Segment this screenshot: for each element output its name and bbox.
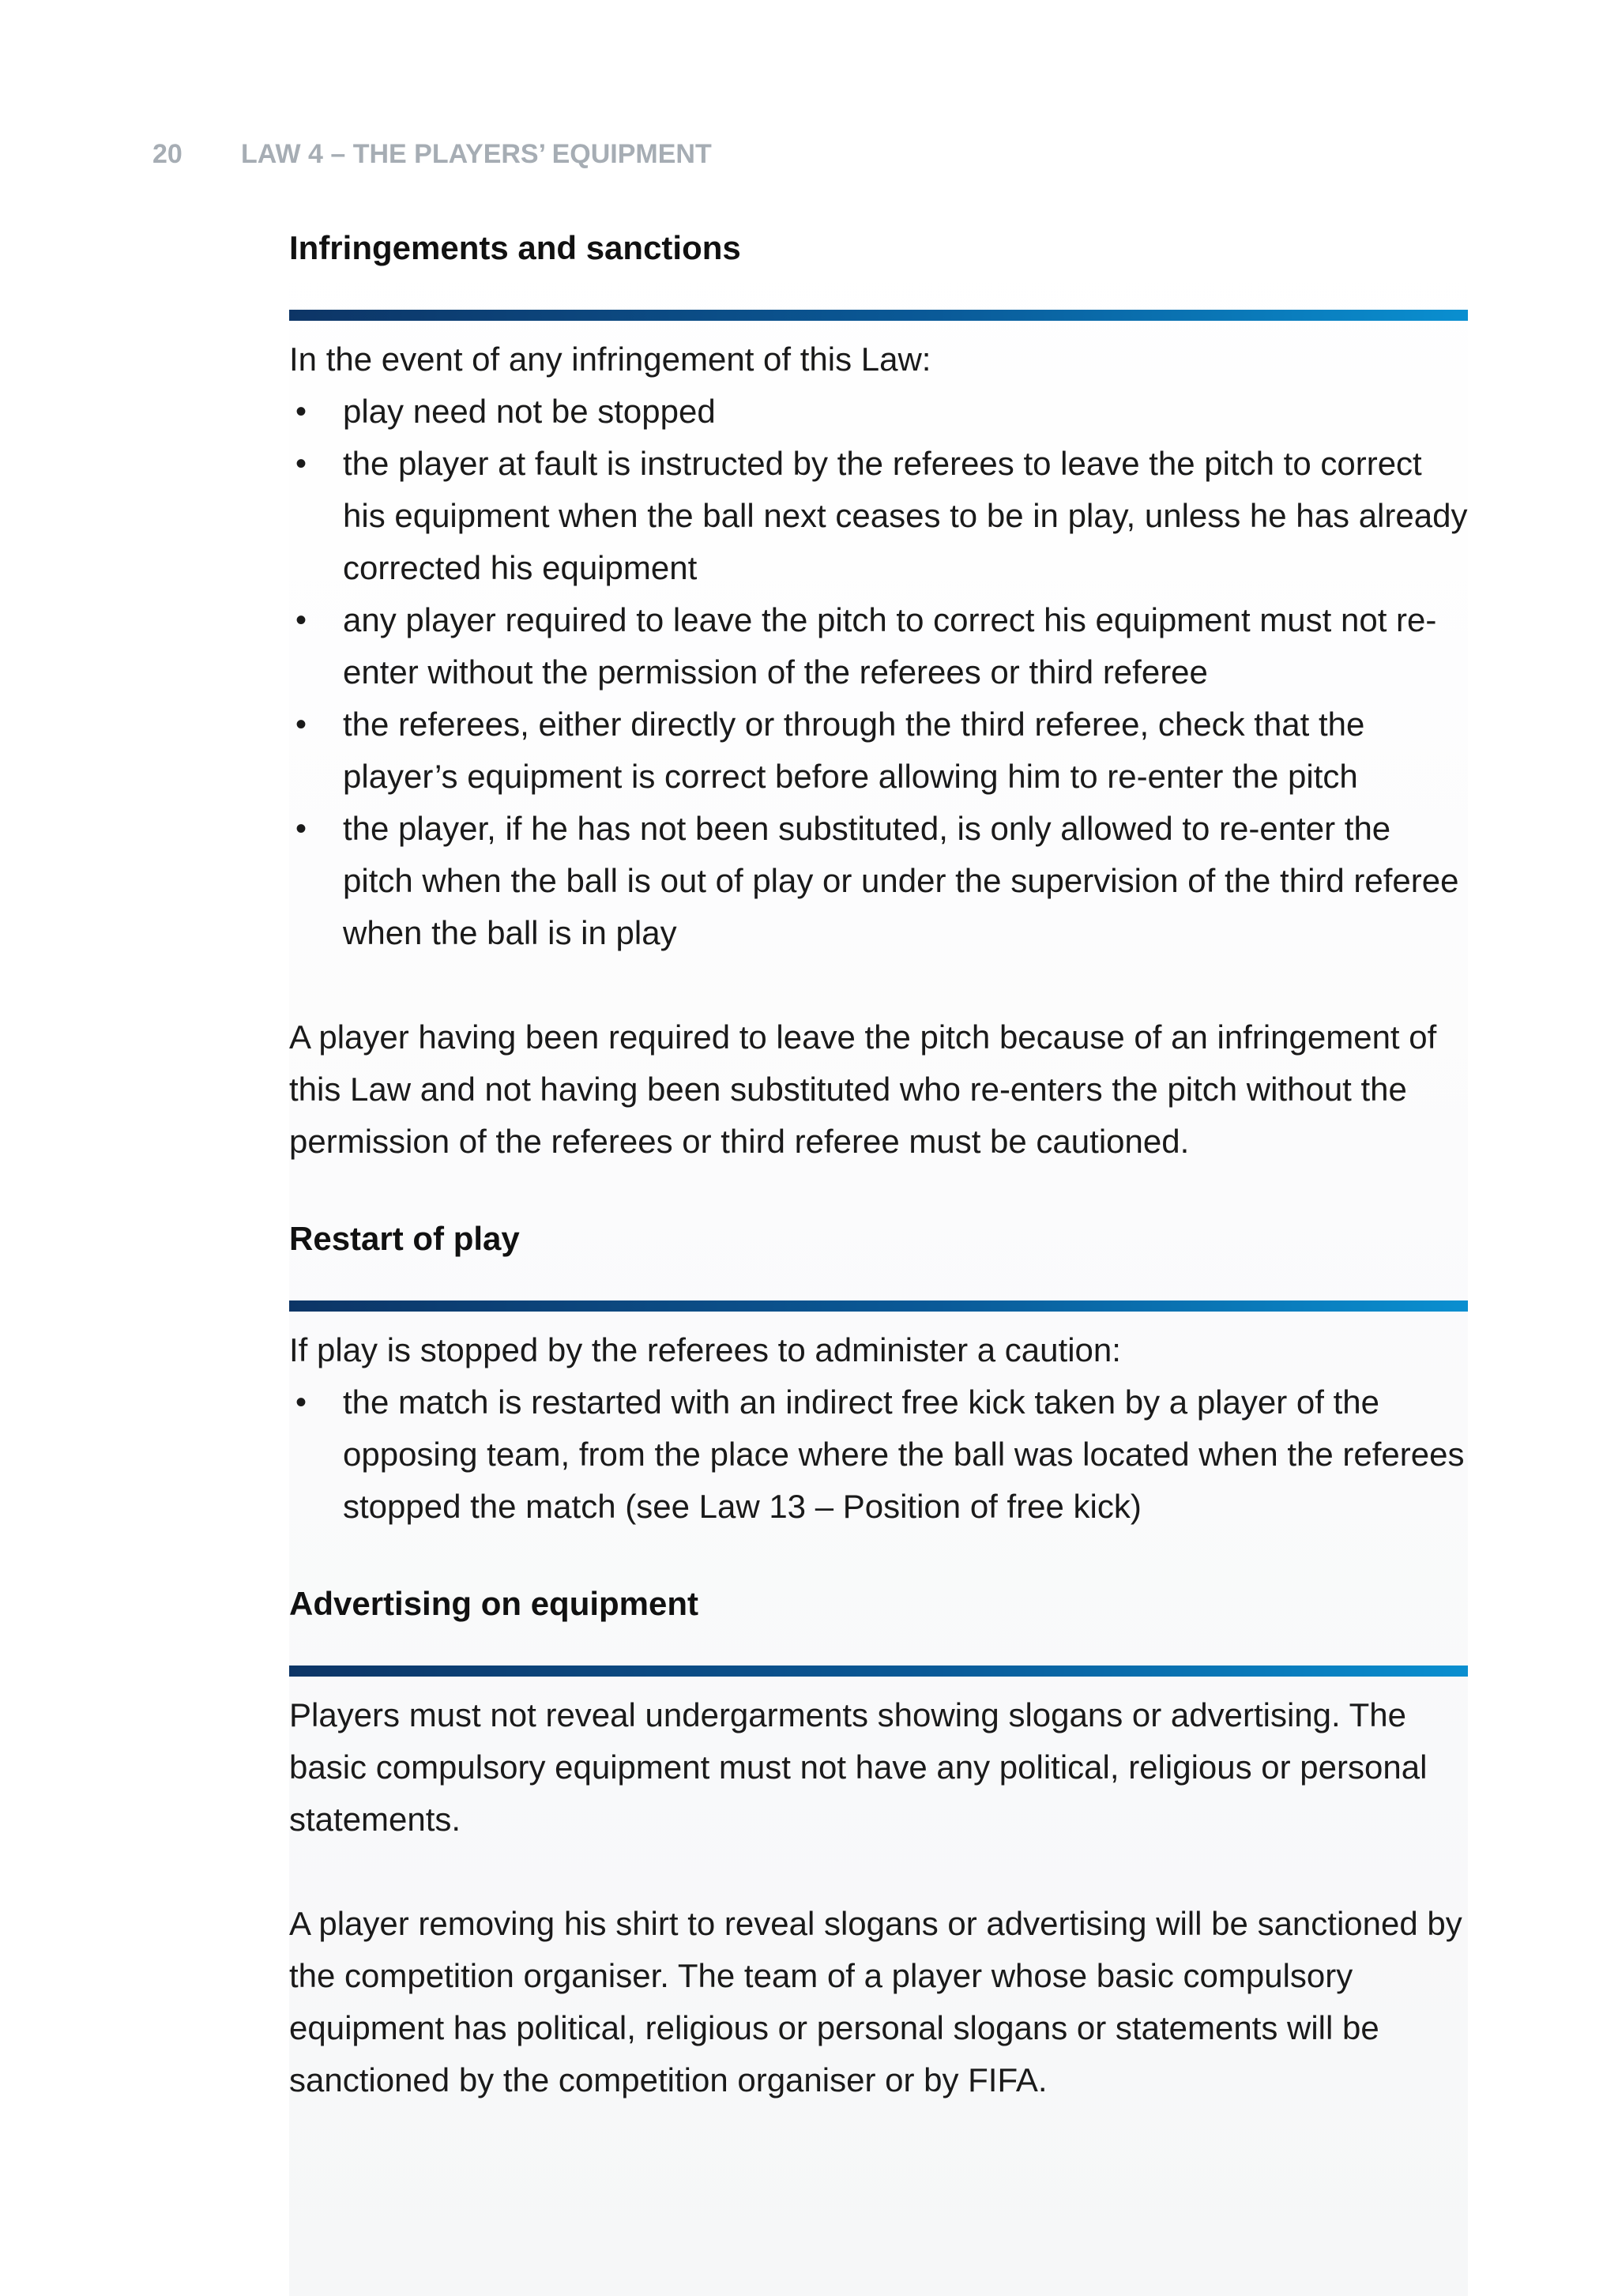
- paragraph: A player removing his shirt to reveal slogans or advertising will be sanctioned by the competition organiser. The team of a player whose basic compulsory equipment has political, religious or personal slogans or statements will be sanctioned by the competition organiser or by FIFA.: [289, 1905, 1462, 2098]
- section-title: Restart of play: [289, 1220, 520, 1257]
- bullet-icon: •: [295, 707, 307, 742]
- list-item: • the player, if he has not been substituted, is only allowed to re-enter the pitch when the ball is out of play or under the supervision of the third referee when the ball is in play: [289, 803, 1468, 959]
- section-title: Advertising on equipment: [289, 1585, 699, 1622]
- section-intro: If play is stopped by the referees to administer a caution:: [289, 1331, 1121, 1368]
- list-item: • play need not be stopped: [289, 386, 1468, 438]
- running-title: LAW 4 – THE PLAYERS’ EQUIPMENT: [241, 139, 712, 169]
- bullet-icon: •: [295, 1385, 307, 1420]
- section-intro: In the event of any infringement of this Law:: [289, 341, 931, 378]
- bullet-icon: •: [295, 446, 307, 481]
- section-restart: [289, 1218, 1468, 1533]
- bullet-icon: •: [295, 603, 307, 638]
- bullet-list: [289, 386, 1468, 959]
- section-rule: [289, 1300, 1468, 1312]
- section-advertising: [289, 1583, 1468, 2106]
- list-item: • the match is restarted with an indirect free kick taken by a player of the opposing team, from the place where the ball was located when the referees stopped the match (see Law 13 – Position of free kick): [289, 1376, 1468, 1533]
- paragraph: A player having been required to leave the pitch because of an infringement of this Law and not having been substituted who re-enters the pitch without the permission of the referees or third referee must be cautioned.: [289, 1018, 1437, 1160]
- list-item: • the referees, either directly or through the third referee, check that the player’s equipment is correct before allowing him to re-enter the pitch: [289, 698, 1468, 803]
- section-rule: [289, 310, 1468, 321]
- section-infringements: [289, 228, 1468, 1168]
- page-number: 20: [152, 139, 182, 169]
- page-content: [289, 221, 1468, 2296]
- list-item: • the player at fault is instructed by the referees to leave the pitch to correct his equipment when the ball next ceases to be in play, unless he has already corrected his equipment: [289, 438, 1468, 594]
- list-item: • any player required to leave the pitch to correct his equipment must not re-enter without the permission of the referees or third referee: [289, 594, 1468, 698]
- section-title: Infringements and sanctions: [289, 229, 741, 266]
- paragraph: Players must not reveal undergarments showing slogans or advertising. The basic compulsory equipment must not have any political, religious or personal statements.: [289, 1696, 1428, 1838]
- running-header: [152, 139, 712, 170]
- section-rule: [289, 1666, 1468, 1677]
- bullet-icon: •: [295, 811, 307, 846]
- bullet-list: [289, 1376, 1468, 1533]
- bullet-icon: •: [295, 394, 307, 429]
